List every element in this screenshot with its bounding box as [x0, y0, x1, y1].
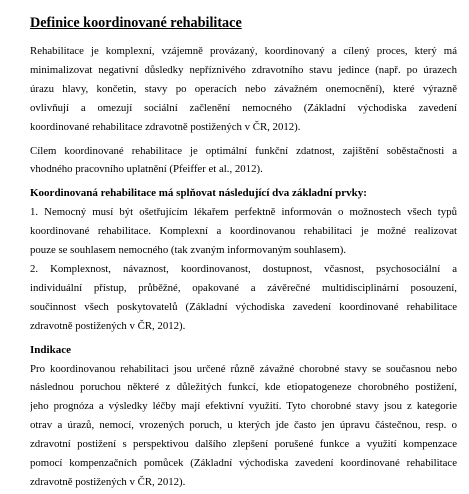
text-line: individuální přístup, průběžné, opakované a závěrečné multidisciplinární posouzení,	[30, 281, 457, 294]
text-line: vhodného pracovního uplatnění (Pfeiffer et al., 2012).	[30, 163, 263, 176]
text-line: 2. Komplexnost, návaznost, koordinovanost, dostupnost, včasnost, psychosociální a	[30, 262, 457, 275]
text-line: pouze se souhlasem nemocného (tak zvaným informovaným souhlasem).	[30, 244, 347, 257]
text-line: jeho prognóza a výsledky léčby mají efektivní využití. Tyto chorobné stavy jsou z kategorie	[30, 400, 457, 413]
text-line: 1. Nemocný musí být ošetřujícím lékařem perfektně informován o možnostech všech typů	[30, 206, 457, 219]
paragraph-rehabilitation-definition	[30, 42, 457, 137]
text-line: pomocí kompenzačních pomůcek (Základní východiska zavedení koordinované rehabilitace	[30, 457, 457, 470]
text-line: zdravotně postižených v ČR, 2012).	[30, 475, 186, 488]
text-line: minimalizovat negativní důsledky nepříznivého zdravotního stavu jedince (např. po úrazech	[30, 63, 457, 76]
paragraph-rehabilitation-goal	[30, 142, 457, 180]
text-line: následnou poruchou některé z důležitých funkcí, kde etiopatogeneze chorobného postižení,	[30, 381, 457, 394]
text-line: Pro koordinovanou rehabilitaci jsou určené různě závažné chorobné stavy se současnou nebo	[30, 362, 457, 375]
text-line: ovlivňují a omezují sociální začlenění nemocného (Základní východiska zavedení	[30, 101, 457, 114]
text-line: Cílem koordinované rehabilitace je optimální funkční zdatnost, zajištění soběstačnosti a	[30, 144, 457, 157]
document-title: Definice koordinované rehabilitace	[30, 15, 242, 31]
text-line: úrazu hlavy, končetin, stavy po operacích nebo závažném onemocnění), které výrazně	[30, 82, 457, 95]
text-line: součinnost všech poskytovatelů (Základní východiska zavedení koordinované rehabilitace	[30, 300, 457, 313]
subheading-indications: Indikace	[30, 343, 71, 356]
list-item-1	[30, 203, 457, 260]
list-item-2	[30, 260, 457, 336]
text-line: zdravotní postižení s perspektivou dalšího zlepšení porušené funkce a využití kompenzace	[30, 438, 457, 451]
subheading-basic-elements: Koordinovaná rehabilitace má splňovat následující dva základní prvky:	[30, 187, 367, 200]
text-line: otrav a úrazů, nemocí, vrozených poruch, u kterých jde často jen úpravu částečnou, resp. o	[30, 419, 457, 432]
paragraph-indications	[30, 360, 457, 492]
text-line: zdravotně postižených v ČR, 2012).	[30, 319, 186, 332]
text-line: Rehabilitace je komplexní, vzájemně provázaný, koordinovaný a cílený proces, který má	[30, 45, 457, 57]
text-line: koordinované rehabilitace zdravotně postižených v ČR, 2012).	[30, 120, 301, 133]
text-line: koordinované rehabilitace. Komplexní a koordinovanou rehabilitaci je možné realizovat	[30, 225, 457, 238]
